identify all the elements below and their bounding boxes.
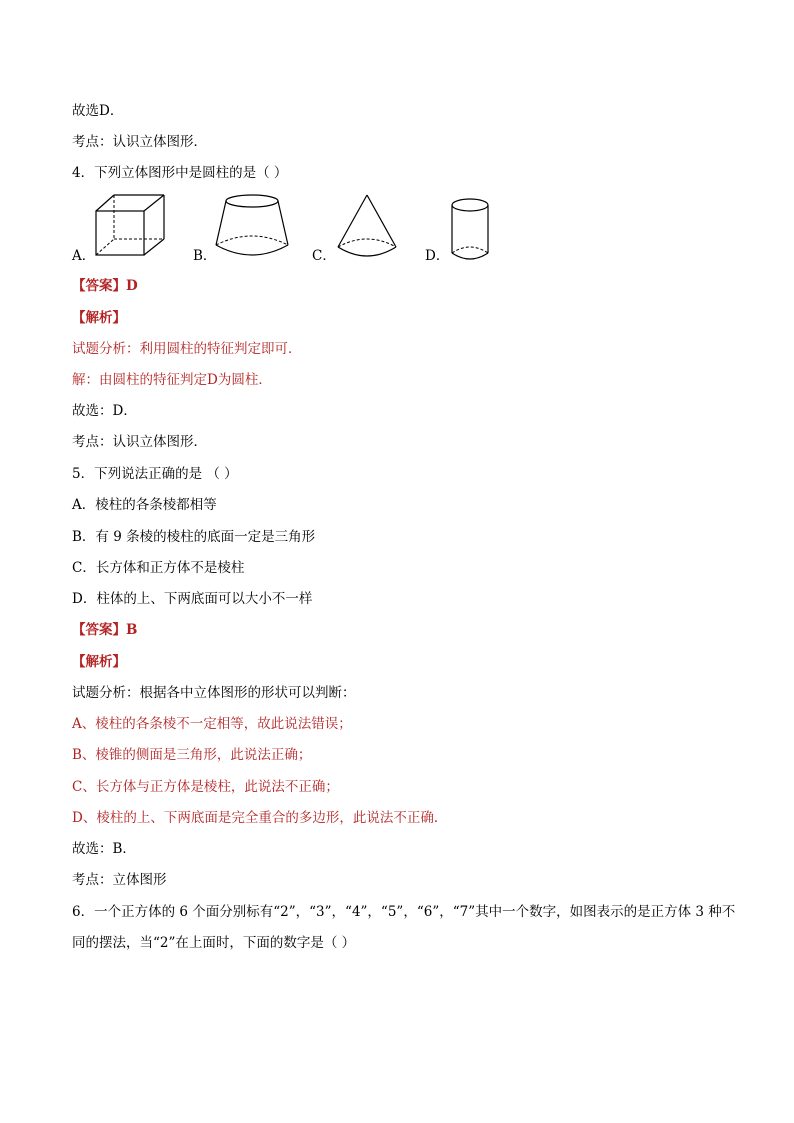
analysis-line: 试题分析：利用圆柱的特征判定即可． <box>72 341 302 357</box>
text-line: 考点：立体图形 <box>72 872 167 888</box>
option-d-label: D． <box>425 248 450 264</box>
analysis-line: 解：由圆柱的特征判定D为圆柱． <box>72 372 272 388</box>
text-line: 故选：B． <box>72 841 136 857</box>
option-a-label: A． <box>72 248 96 264</box>
question-6: 6．一个正方体的 6 个面分别标有“2”，“3”，“4”，“5”，“6”，“7”其中一个数字，如图表示的是正方体 3 种不 <box>72 904 736 920</box>
frustum-figure <box>212 193 292 261</box>
cone-figure <box>334 193 400 261</box>
option-b-label: B． <box>193 248 217 264</box>
analysis-label: 【解析】 <box>72 654 126 670</box>
cube-figure <box>92 193 168 259</box>
analysis-line: A、棱柱的各条棱不一定相等，故此说法错误； <box>72 716 352 732</box>
option-line: A．棱柱的各条棱都相等 <box>72 497 217 513</box>
text-line: 故选D． <box>72 103 124 119</box>
option-c-label: C． <box>312 248 336 264</box>
analysis-line: B、棱锥的侧面是三角形，此说法正确； <box>72 747 312 763</box>
analysis-line: C、长方体与正方体是棱柱，此说法不正确； <box>72 779 339 795</box>
text-line: 考点：认识立体图形． <box>72 434 207 450</box>
option-line: C．长方体和正方体不是棱柱 <box>72 560 245 576</box>
answer-label: 【答案】D <box>72 278 138 294</box>
cylinder-figure <box>448 197 492 263</box>
text-line: 故选：D． <box>72 403 137 419</box>
answer-label: 【答案】B <box>72 622 138 638</box>
question-5: 5．下列说法正确的是 （ ） <box>72 466 238 482</box>
analysis-label: 【解析】 <box>72 310 126 326</box>
question-6-cont: 同的摆法，当“2”在上面时，下面的数字是（ ） <box>72 935 356 951</box>
text-line: 考点：认识立体图形． <box>72 134 207 150</box>
analysis-line: D、棱柱的上、下两底面是完全重合的多边形，此说法不正确． <box>72 810 448 826</box>
analysis-line: 试题分析：根据各中立体图形的形状可以判断： <box>72 685 356 701</box>
question-4: 4．下列立体图形中是圆柱的是（ ） <box>72 165 288 181</box>
option-line: D．柱体的上、下两底面可以大小不一样 <box>72 591 313 607</box>
option-line: B．有 9 条棱的棱柱的底面一定是三角形 <box>72 529 316 545</box>
